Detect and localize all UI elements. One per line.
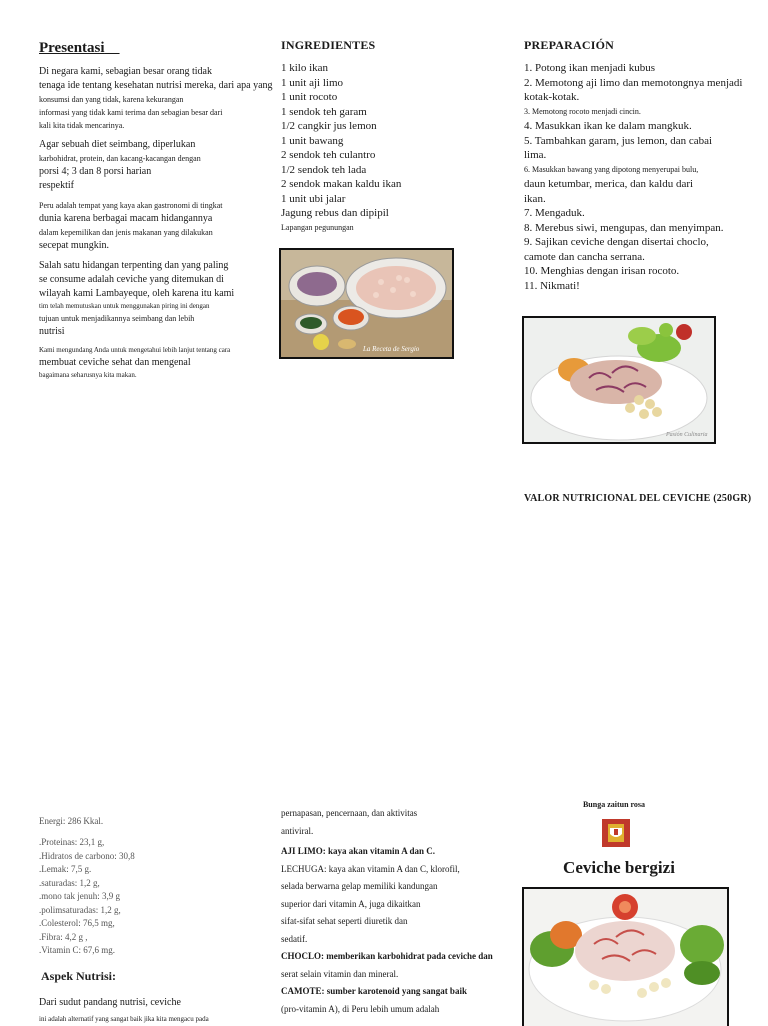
choclo-label: CHOCLO: [281, 951, 322, 961]
presentacion-line: Peru adalah tempat yang kaya akan gastronomi di tingkat: [39, 201, 223, 210]
presentacion-line: Salah satu hidangan terpenting dan yang paling: [39, 260, 229, 271]
nutricion-item: .Lemak: 7,5 g.: [39, 864, 92, 874]
preparacion-step: 1. Potong ikan menjadi kubus: [524, 62, 656, 74]
nutricion-column: [39, 815, 269, 958]
ingrediente-item: 1 kilo ikan: [281, 62, 329, 74]
benefits-intro-1: pernapasan, pencernaan, dan aktivitas: [281, 808, 418, 818]
presentacion-text: [39, 65, 289, 381]
presentacion-line: secepat mungkin.: [39, 240, 109, 251]
presentacion-line: informasi yang tidak kami terima dan sebagian besar dari: [39, 108, 223, 117]
preparacion-step: 9. Sajikan ceviche dengan disertai choclo,: [524, 236, 709, 248]
school-crest-icon: [601, 818, 631, 848]
preparacion-step: ikan.: [524, 192, 546, 205]
lechuga-text: [281, 861, 521, 949]
preparacion-step: daun ketumbar, merica, dan kaldu dari: [524, 178, 694, 190]
preparacion-step: camote dan cancha serrana.: [524, 250, 645, 263]
presentacion-line: bagaimana seharusnya kita makan.: [39, 371, 137, 379]
camote-line-2: (pro-vitamin A), di Peru lebih umum adalah: [281, 1003, 440, 1014]
ingredientes-column: [281, 38, 481, 234]
preparacion-step: 5. Tambahkan garam, jus lemon, dan cabai: [524, 134, 713, 147]
nutricion-item: .Hidratos de carbono: 30,8: [39, 850, 135, 861]
preparacion-step: 10. Menghias dengan irisan rocoto.: [524, 265, 680, 277]
ingrediente-item: 1/2 cangkir jus lemon: [281, 120, 377, 132]
presentacion-line: kali kita tidak mencarinya.: [39, 121, 125, 130]
preparacion-step: 8. Merebus siwi, mengupas, dan menyimpan.: [524, 221, 724, 234]
presentacion-line: Kami mengundang Anda untuk mengetahui lebih lanjut tentang cara: [39, 346, 231, 354]
camote-line: CAMOTE: sumber karotenoid yang sangat baik: [281, 986, 467, 996]
preparacion-step: 6. Masukkan bawang yang dipotong menyerupai bulu,: [524, 164, 699, 174]
ingrediente-item: 1 unit aji limo: [281, 76, 344, 89]
preparacion-column: [524, 38, 764, 293]
preparacion-step: 4. Masukkan ikan ke dalam mangkuk.: [524, 120, 692, 132]
nutricion-item: .Fibra: 4,2 g ,: [39, 931, 88, 942]
ingrediente-item: 2 sendok makan kaldu ikan: [281, 178, 402, 190]
preparacion-step: 2. Memotong aji limo dan memotongnya menjadi: [524, 76, 743, 89]
ceviche-photo-top: [522, 316, 716, 444]
benefits-column: [281, 805, 521, 1018]
presentacion-line: Agar sebuah diet seimbang, diperlukan: [39, 139, 196, 150]
ingredientes-last-item: Lapangan pegunungan: [281, 222, 354, 232]
presentacion-line: dunia karena berbagai macam hidangannya: [39, 213, 213, 224]
ingrediente-item: 1/2 sendok teh lada: [281, 163, 367, 176]
aspek-line-2: ini adalah alternatif yang sangat baik jika kita mengacu pada: [39, 1015, 209, 1023]
nutricion-item: .Proteinas: 23,1 g,: [39, 837, 105, 847]
valor-nutricional-heading: VALOR NUTRICIONAL DEL CEVICHE (250GR): [524, 493, 752, 504]
nutricion-item: .mono tak jenuh: 3,9 g: [39, 891, 120, 901]
presentacion-line: respektif: [39, 180, 74, 191]
preparacion-step: 7. Mengaduk.: [524, 207, 585, 219]
preparacion-step: 3. Memotong rocoto menjadi cincin.: [524, 106, 641, 116]
ingrediente-item: Jagung rebus dan dipipil: [281, 207, 389, 219]
lechuga-line: selada berwarna gelap memiliki kandungan: [281, 881, 438, 891]
nutricion-list: [39, 836, 269, 958]
aji-limo-line: AJI LIMO: kaya akan vitamin A dan C.: [281, 846, 436, 856]
preparacion-steps: [524, 61, 764, 293]
nutricion-item: .polimsaturadas: 1,2 g,: [39, 904, 121, 915]
ingredientes-heading: INGREDIENTES: [281, 38, 376, 52]
presentacion-line: membuat ceviche sehat dan mengenal: [39, 357, 191, 368]
ingrediente-item: 1 unit rocoto: [281, 91, 338, 103]
ingrediente-item: 1 unit ubi jalar: [281, 192, 346, 205]
presentacion-line: dalam kepemilikan dan jenis makanan yang dilakukan: [39, 228, 213, 237]
ingrediente-item: 1 unit bawang: [281, 134, 344, 147]
cover-title: Ceviche bergizi: [563, 858, 675, 877]
lechuga-line: sedatif.: [281, 933, 308, 944]
nutricion-item: .Colesterol: 76,5 mg,: [39, 918, 115, 928]
ingredients-photo: [279, 248, 454, 359]
ingrediente-item: 1 sendok teh garam: [281, 105, 367, 118]
ingredientes-list: [281, 61, 481, 221]
presentacion-line: Di negara kami, sebagian besar orang tidak: [39, 66, 212, 77]
nutricion-item: .Vitamin C: 67,6 mg.: [39, 945, 115, 955]
choclo-text: : memberikan karbohidrat pada ceviche dan: [321, 951, 493, 961]
preparacion-step: kotak-kotak.: [524, 91, 580, 103]
ingrediente-item: 2 sendok teh culantro: [281, 149, 376, 161]
preparacion-step: lima.: [524, 149, 547, 161]
ingredients-photo-caption: La Receta de Sergio: [363, 345, 420, 353]
preparacion-step: 11. Nikmati!: [524, 279, 580, 292]
choclo-line: [281, 948, 521, 966]
presentacion-line: tujuan untuk menjadikannya seimbang dan lebih: [39, 314, 195, 323]
benefits-intro-2: antiviral.: [281, 825, 314, 836]
ceviche-photo-top-caption: Pasión Culinaria: [666, 432, 708, 438]
presentacion-column: [39, 40, 289, 381]
aspek-line-1: Dari sudut pandang nutrisi, ceviche: [39, 997, 181, 1008]
choclo-line-2: serat selain vitamin dan mineral.: [281, 968, 399, 979]
aspek-title: Aspek Nutrisi:: [41, 969, 117, 983]
presentacion-title: Presentasi: [39, 40, 105, 56]
presentacion-line: tenaga ide tentang kesehatan nutrisi mereka, dari apa yang: [39, 80, 273, 91]
ceviche-photo-cover: [522, 887, 729, 1026]
lechuga-line: sifat-sifat sehat seperti diuretik dan: [281, 916, 408, 926]
presentacion-line: nutrisi: [39, 326, 65, 337]
presentacion-line: konsumsi dan yang tidak, karena kekurangan: [39, 95, 184, 104]
lechuga-line: superior dari vitamin A, juga dikaitkan: [281, 898, 421, 909]
presentacion-line: wilayah kami Lambayeque, oleh karena itu kami: [39, 288, 235, 299]
nutricion-item: .saturadas: 1,2 g,: [39, 877, 100, 888]
lechuga-line: LECHUGA: kaya akan vitamin A dan C, klorofil,: [281, 863, 460, 874]
presentacion-line: se consume adalah ceviche yang ditemukan di: [39, 274, 224, 285]
presentacion-line: karbohidrat, protein, dan kacang-kacangan dengan: [39, 154, 201, 163]
preparacion-heading: PREPARACIÓN: [524, 38, 614, 52]
presentacion-line: porsi 4; 3 dan 8 porsi harian: [39, 166, 152, 177]
school-name: Bunga zaitun rosa: [582, 800, 646, 809]
presentacion-line: tim telah memutuskan untuk menggunakan piring ini dengan: [39, 302, 210, 310]
energia-line: Energi: 286 Kkal.: [39, 816, 104, 826]
